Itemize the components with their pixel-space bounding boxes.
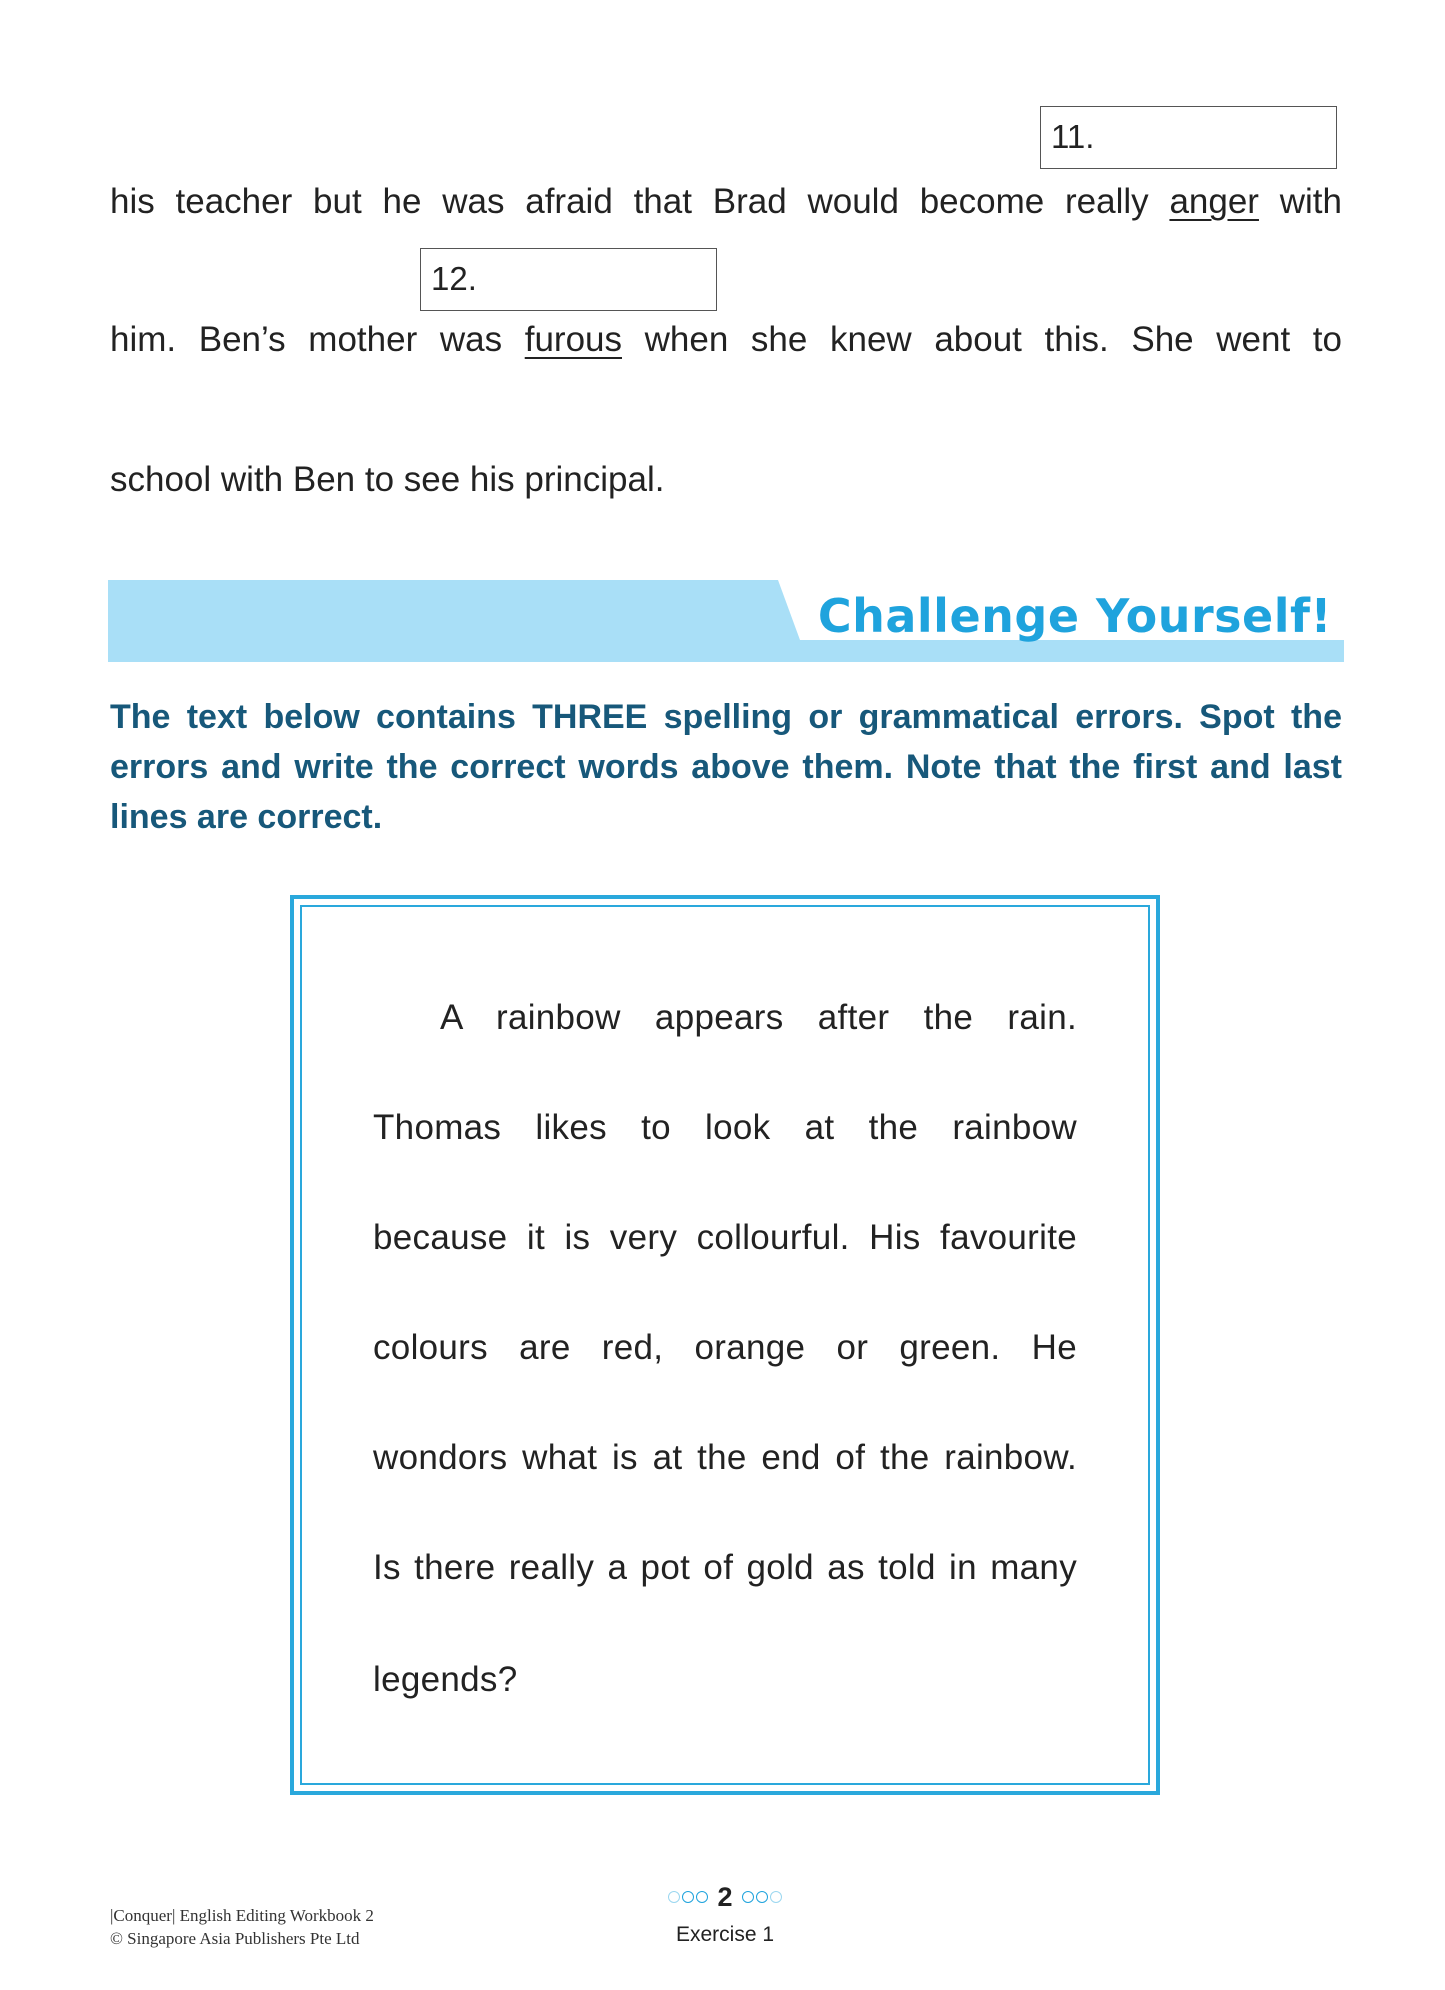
footer-copyright: © Singapore Asia Publishers Pte Ltd <box>110 1929 360 1948</box>
decorative-dot-icon <box>770 1891 782 1903</box>
banner-title: Challenge Yourself! <box>817 589 1332 643</box>
answer-box-12[interactable] <box>420 248 717 311</box>
passage-box-line-6: Is there really a pot of gold as told in many <box>373 1548 1077 1587</box>
decorative-dot-icon <box>756 1891 768 1903</box>
passage-box-line-2: Thomas likes to look at the rainbow <box>373 1108 1077 1147</box>
passage-line-1: his teacher but he was afraid that Brad would become really anger with <box>110 182 1342 221</box>
decorative-dot-icon <box>668 1891 680 1903</box>
answer-box-label: 12. <box>431 260 477 297</box>
instructions: The text below contains THREE spelling or grammatical errors. Spot the errors and write the correct words above them. Note that the first and last lines are correct. <box>110 698 1342 836</box>
passage-box-line-4: colours are red, orange or green. He <box>373 1328 1077 1367</box>
passage-line-3: school with Ben to see his principal. <box>110 460 665 499</box>
passage-box-line-3: because it is very collourful. His favourite <box>373 1218 1077 1257</box>
underlined-error-word: furous <box>524 320 622 359</box>
page-number: 2 <box>717 1882 733 1912</box>
answer-box-11[interactable] <box>1040 106 1337 169</box>
passage-box-line-7: legends? <box>373 1660 518 1699</box>
passage-line-2: him. Ben’s mother was furous when she knew about this. She went to <box>110 320 1342 359</box>
page-number-indicator <box>640 1882 810 1912</box>
section-banner <box>108 580 1344 662</box>
passage-box-line-5: wondors what is at the end of the rainbow. <box>373 1438 1077 1477</box>
underlined-error-word: anger <box>1169 182 1259 221</box>
decorative-dot-icon <box>682 1891 694 1903</box>
decorative-dot-icon <box>742 1891 754 1903</box>
passage-box-line-1: A rainbow appears after the rain. <box>440 998 1077 1037</box>
decorative-dot-icon <box>696 1891 708 1903</box>
exercise-label: Exercise 1 <box>675 1923 775 1946</box>
footer-book-title: |Conquer| English Editing Workbook 2 <box>110 1906 374 1925</box>
answer-box-label: 11. <box>1051 118 1095 155</box>
